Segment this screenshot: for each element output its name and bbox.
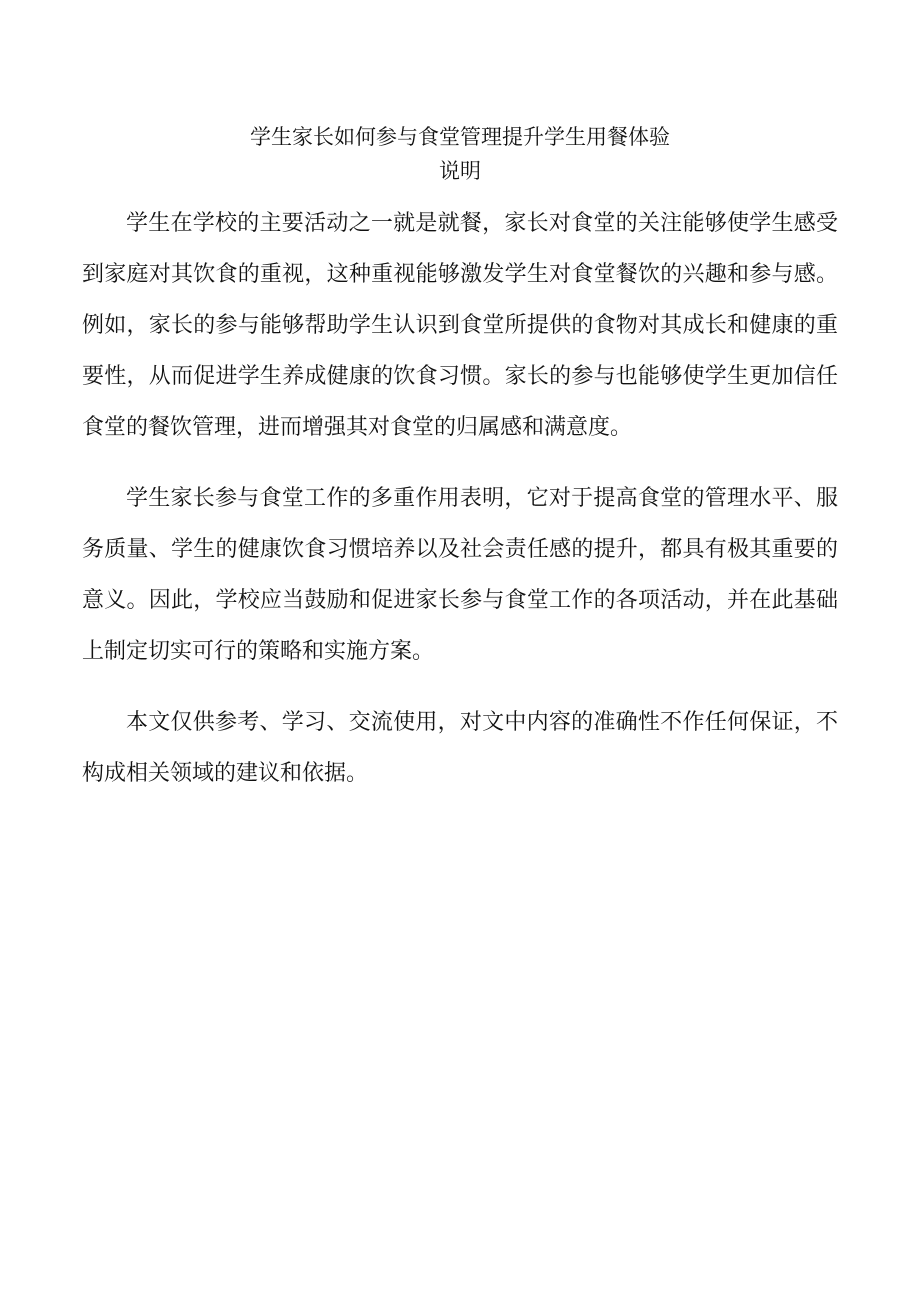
paragraph-2: 学生家长参与食堂工作的多重作用表明，它对于提高食堂的管理水平、服务质量、学生的健康饮食习惯培养以及社会责任感的提升，都具有极其重要的意义。因此，学校应当鼓励和促进家长参与食堂工作的各项活动，并在此基础上制定切实可行的策略和实施方案。 (82, 486, 838, 664)
title-block (0, 120, 920, 188)
paragraph-3: 本文仅供参考、学习、交流使用，对文中内容的准确性不作任何保证，不构成相关领域的建议和依据。 (82, 710, 838, 786)
document-subtitle: 说明 (439, 159, 481, 183)
document-body (82, 198, 838, 819)
paragraph-1: 学生在学校的主要活动之一就是就餐，家长对食堂的关注能够使学生感受到家庭对其饮食的重视，这种重视能够激发学生对食堂餐饮的兴趣和参与感。例如，家长的参与能够帮助学生认识到食堂所提供的食物对其成长和健康的重要性，从而促进学生养成健康的饮食习惯。家长的参与也能够使学生更加信任食堂的餐饮管理，进而增强其对食堂的归属感和满意度。 (82, 211, 838, 440)
document-title: 学生家长如何参与食堂管理提升学生用餐体验 (250, 125, 670, 149)
